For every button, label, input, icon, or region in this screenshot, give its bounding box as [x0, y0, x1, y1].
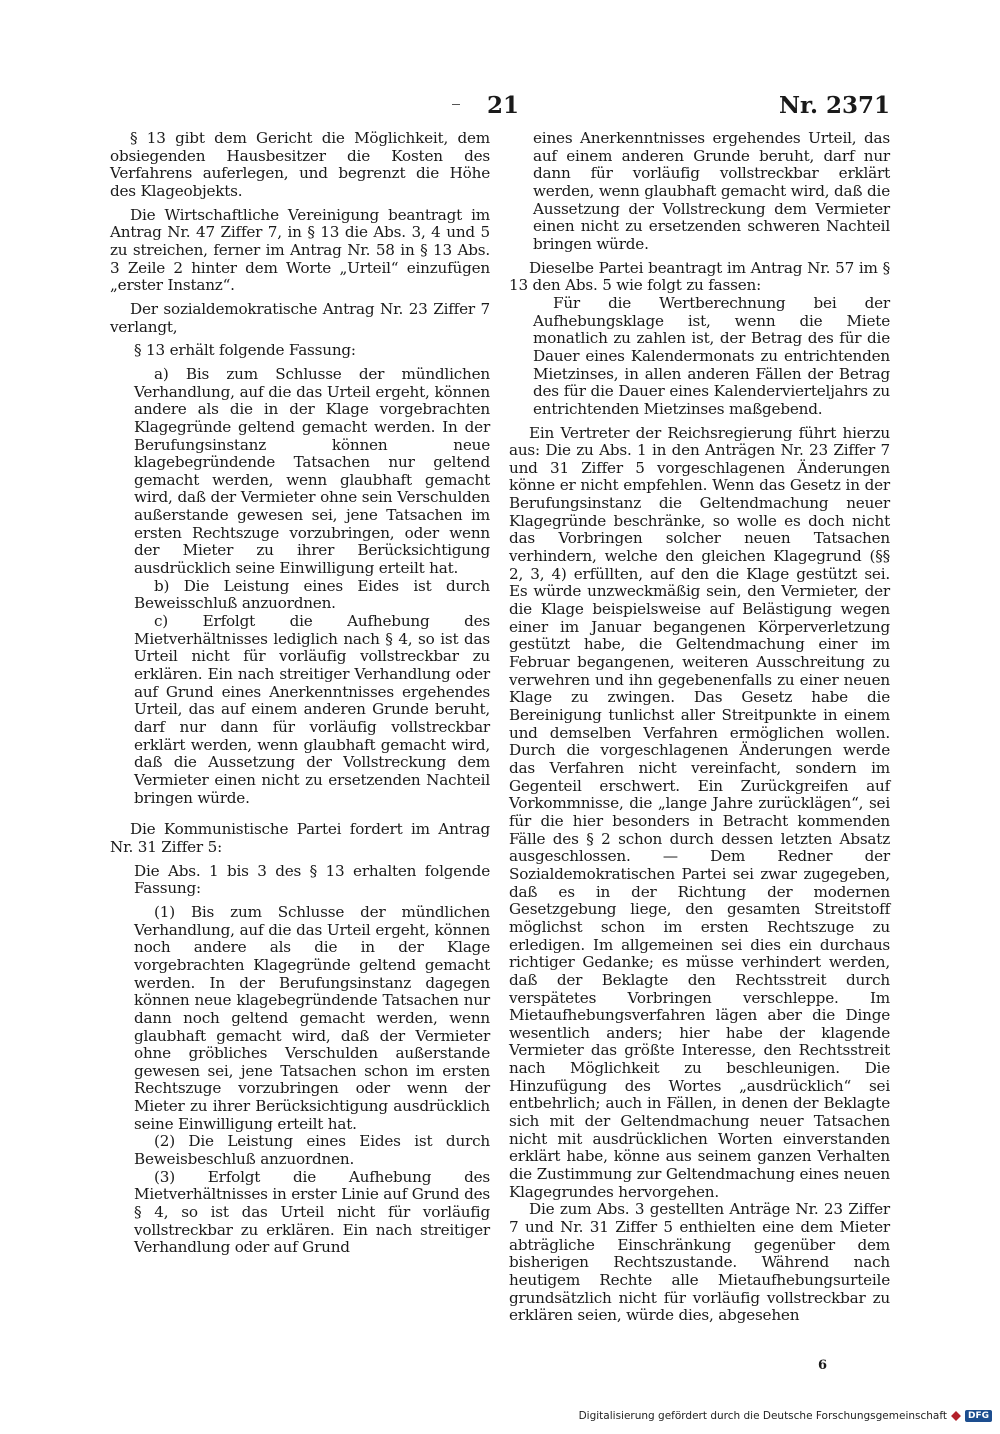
paragraph: eines Anerkenntnisses ergehendes Urteil, das auf einem anderen Grunde beruht, darf nur dann für vorläufig vollstreckbar erklärt werden, wenn glaubhaft gemacht wird, daß die Aussetzung der Vollstreckung dem Vermieter einen nicht zu ersetzenden schweren Nachteil bringen würde. [533, 129, 890, 253]
sheet-number: 6 [818, 1358, 828, 1373]
digitization-credit [579, 1408, 992, 1424]
paragraph: § 13 gibt dem Gericht die Möglichkeit, dem obsiegenden Hausbesitzer die Kosten des Verfahrens auferlegen, und begrenzt die Höhe des Klageobjekts. [110, 129, 490, 200]
page-number: 21 [487, 92, 520, 119]
paragraph: Die zum Abs. 3 gestellten Anträge Nr. 23 Ziffer 7 und Nr. 31 Ziffer 5 enthielten eine dem Mieter abträgliche Einschränkung gegenüber dem bisherigen Rechtszustande. Während nach heutigem Rechte alle Mietaufhebungsurteile grundsätzlich nicht für vorläufig vollstreckbar zu erklären seien, würde dies, abgesehen [509, 1200, 890, 1325]
document-number: Nr. 2371 [778, 92, 890, 119]
paragraph: Die Abs. 1 bis 3 des § 13 erhalten folgende Fassung: [134, 861, 490, 898]
dfg-diamond-icon [951, 1411, 961, 1421]
credit-text: Digitalisierung gefördert durch die Deutsche Forschungsgemeinschaft [578, 1410, 947, 1422]
paragraph: Dieselbe Partei beantragt im Antrag Nr. 57 im § 13 den Abs. 5 wie folgt zu fassen: [509, 258, 890, 295]
paragraph: Für die Wertberechnung bei der Aufhebungsklage ist, wenn die Miete monatlich zu zahlen ist, der Betrag des für die Dauer eines Kalendermonats zu entrichtenden Mietzinses, in allen anderen Fällen der Betrag des für die Dauer eines Kalendervierteljahrs zu entrichtenden Mietzinses maßgebend. [533, 293, 890, 418]
paragraph: Ein Vertreter der Reichsregierung führt hierzu aus: Die zu Abs. 1 in den Anträgen Nr. 23 Ziffer 7 und 31 Ziffer 5 vorgeschlagenen Änderungen könne er nicht empfehlen. Wenn das Gesetz in der Berufungsinstanz die Geltendmachung neuer Klagegründe beschränke, so wolle es doch nicht das Vorbringen solcher neuen Tatsachen verhindern, welche den gleichen Klagegrund (§§ 2, 3, 4) erfüllten, auf den die Klage gestützt sei. Es würde unzweckmäßig sein, den Vermieter, der die Klage beispielsweise auf Belästigung wegen einer im Januar begangenen Körperverletzung gestützt habe, die Geltendmachung einer im Februar begangenen, weiteren Ausschreitung zu verwehren und ihn gegebenenfalls zu einer neuen Klage zu zwingen. Das Gesetz habe die Bereinigung tunlichst aller Streitpunkte in einem und demselben Verfahren ermöglichen wollen. Durch die vorgeschlagenen Änderungen werde das Verfahren nicht vereinfacht, sondern im Gegenteil erschwert. Ein Zurückgreifen auf Vorkommnisse, die „lange Jahre zurücklägen“, sei für die hier besonders in Betracht kommenden Fälle des § 2 schon durch dessen letzten Absatz ausgeschlossen. — Dem Redner der Sozialdemokratischen Partei sei zwar zugegeben, daß es in der Richtung der modernen Gesetzgebung liege, den gesamten Streitstoff möglichst schon im ersten Rechtszuge zu erledigen. Im allgemeinen sei dies ein durchaus richtiger Gedanke; es müsse verhindert werden, daß der Beklagte den Rechtsstreit durch verspätetes Vorbringen verschleppe. Im Mietaufhebungsverfahren lägen aber die Dinge wesentlich anders; hier habe der klagende Vermieter das größte Interesse, den Rechtsstreit nach Möglichkeit zu beschleunigen. Die Hinzufügung des Wortes „ausdrücklich“ sei entbehrlich; auch in Fällen, in denen der Beklagte sich mit der Geltendmachung neuer Tatsachen nicht mit ausdrücklichen Worten einverstanden erklärt habe, könne aus seinem ganzen Verhalten die Zustimmung zur Geltendmachung eines neuen Klagegrundes hervorgehen. [509, 423, 890, 1201]
paragraph: § 13 erhält folgende Fassung: [134, 341, 356, 360]
right-column [509, 130, 890, 1325]
page-header [0, 92, 1000, 122]
left-column [110, 130, 490, 1257]
paragraph: c) Erfolgt die Aufhebung des Mietverhältnisses lediglich nach § 4, so ist das Urteil nicht für vorläufig vollstreckbar zu erklären. Ein nach streitiger Verhandlung oder auf Grund eines Anerkenntnisses ergehendes Urteil, das auf einem anderen Grunde beruht, darf nur dann für vorläufig vollstreckbar erklärt werden, wenn glaubhaft gemacht wird, daß die Aussetzung der Vollstreckung dem Vermieter einen nicht zu ersetzenden Nachteil bringen würde. [134, 612, 490, 807]
header-dash [452, 104, 460, 105]
dfg-logo: DFG [965, 1410, 992, 1422]
paragraph: a) Bis zum Schlusse der mündlichen Verhandlung, auf die das Urteil ergeht, können andere als die in der Klage vorgebrachten Klagegründe geltend gemacht werden. In der Berufungsinstanz können neue klagebegründende Tatsachen nur geltend gemacht werden, wenn glaubhaft gemacht wird, daß der Vermieter ohne sein Verschulden außerstande gewesen sei, jene Tatsachen im ersten Rechtszuge vorzubringen, oder wenn der Mieter zu ihrer Berücksichtigung ausdrücklich seine Einwilligung erteilt hat. [134, 364, 490, 578]
paragraph: Die Wirtschaftliche Vereinigung beantragt im Antrag Nr. 47 Ziffer 7, in § 13 die Abs. 3, 4 und 5 zu streichen, ferner im Antrag Nr. 58 in § 13 Abs. 3 Zeile 2 hinter dem Worte „Urteil“ einzufügen „erster Instanz“. [110, 205, 490, 295]
paragraph: b) Die Leistung eines Eides ist durch Beweisschluß anzuordnen. [134, 576, 490, 613]
paragraph: (3) Erfolgt die Aufhebung des Mietverhältnisses in erster Linie auf Grund des § 4, so ist das Urteil nicht für vorläufig vollstreckbar zu erklären. Ein nach streitiger Verhandlung oder auf Grund [134, 1167, 490, 1257]
paragraph: (2) Die Leistung eines Eides ist durch Beweisbeschluß anzuordnen. [134, 1132, 490, 1169]
paragraph: (1) Bis zum Schlusse der mündlichen Verhandlung, auf die das Urteil ergeht, können noch andere als die in der Klage vorgebrachten Klagegründe geltend gemacht werden. In der Berufungsinstanz dagegen können neue klagebegründende Tatsachen nur dann noch geltend gemacht werden, wenn glaubhaft gemacht wird, daß der Vermieter ohne gröbliches Verschulden außerstande gewesen sei, jene Tatsachen schon im ersten Rechtszuge vorzubringen oder wenn der Mieter zu ihrer Berücksichtigung ausdrücklich seine Einwilligung erteilt hat. [134, 902, 490, 1133]
paragraph: Die Kommunistische Partei fordert im Antrag Nr. 31 Ziffer 5: [110, 820, 490, 856]
paragraph: Der sozialdemokratische Antrag Nr. 23 Ziffer 7 verlangt, [110, 299, 490, 336]
